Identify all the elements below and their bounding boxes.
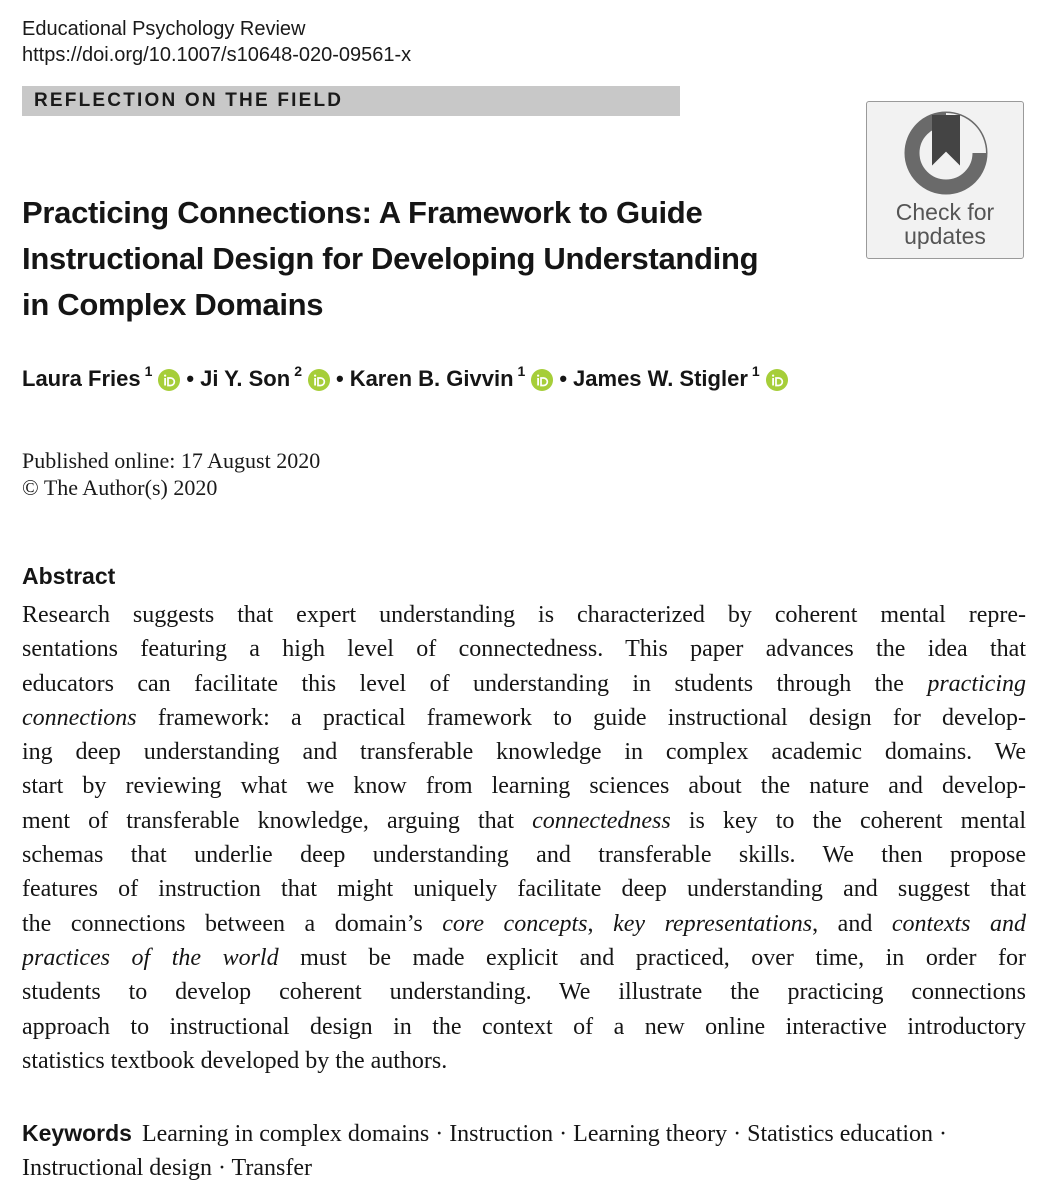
abstract-text: ment of transferable knowledge, arguing that xyxy=(22,807,533,834)
abstract-italic-text: core concepts xyxy=(442,910,588,937)
author-name: James W. Stigler xyxy=(573,366,748,391)
abstract-line xyxy=(22,907,1026,941)
check-for-updates-button[interactable] xyxy=(866,101,1024,259)
abstract-text: must be made explicit and practiced, over time, in order for xyxy=(278,944,1026,971)
abstract-text: , xyxy=(587,910,614,937)
abstract-text: the connections between a domain’s xyxy=(22,910,443,937)
abstract-italic-text: connections xyxy=(22,704,137,731)
orcid-icon[interactable] xyxy=(158,369,180,391)
abstract-text: , and xyxy=(812,910,892,937)
abstract-text: educators can facilitate this level of understanding in students through the xyxy=(22,670,928,697)
abstract-italic-text: key representations xyxy=(613,910,813,937)
author-affiliation: 2 xyxy=(294,363,302,379)
abstract-italic-text: practices of the world xyxy=(22,944,279,971)
abstract-body xyxy=(22,598,1026,1078)
abstract-line xyxy=(22,1044,1026,1078)
keywords-label: Keywords xyxy=(22,1120,132,1146)
author-affiliation: 1 xyxy=(751,363,760,379)
abstract-line xyxy=(22,769,1026,803)
section-banner xyxy=(22,86,680,116)
abstract-line xyxy=(22,804,1026,838)
section-label: REFLECTION ON THE FIELD xyxy=(34,90,344,111)
orcid-icon[interactable] xyxy=(766,369,788,391)
abstract-line xyxy=(22,701,1026,735)
abstract-text: sentations featuring a high level of connectedness. This paper advances the idea that xyxy=(22,636,1026,663)
abstract-text: features of instruction that might uniquely facilitate deep understanding and suggest that xyxy=(22,876,1026,903)
abstract-text: approach to instructional design in the context of a new online interactive introductory xyxy=(22,1013,1026,1040)
abstract-line xyxy=(22,735,1026,769)
author xyxy=(349,363,554,392)
abstract-line xyxy=(22,872,1026,906)
keywords-line: Instructional design · Transfer xyxy=(22,1155,312,1181)
author-affiliation: 1 xyxy=(517,363,526,379)
abstract-line xyxy=(22,838,1026,872)
author-separator: • xyxy=(559,366,568,391)
journal-header xyxy=(22,16,411,68)
abstract-text: schemas that underlie deep understanding and transferable skills. We then propose xyxy=(22,842,1026,869)
title-line: in Complex Domains xyxy=(22,287,324,322)
publication-info xyxy=(22,447,320,501)
keywords-line: Learning in complex domains · Instruction · Learning theory · Statistics education · xyxy=(141,1121,948,1147)
abstract-line xyxy=(22,598,1026,632)
abstract-line xyxy=(22,667,1026,701)
author-name: Ji Y. Son xyxy=(200,366,291,391)
author xyxy=(200,363,330,392)
copyright xyxy=(22,474,320,501)
abstract-line xyxy=(22,1010,1026,1044)
author xyxy=(22,363,180,392)
abstract-text: is key to the coherent mental xyxy=(670,807,1026,834)
title-line: Instructional Design for Developing Understanding xyxy=(22,241,759,276)
author-name: Karen B. Givvin xyxy=(349,366,514,391)
author-separator: • xyxy=(335,366,344,391)
published-date: Published online: 17 August 2020 xyxy=(22,448,321,473)
abstract-italic-text: practicing xyxy=(927,670,1026,697)
abstract-line xyxy=(22,975,1026,1009)
keywords-block xyxy=(22,1116,1026,1185)
doi-link[interactable]: https://doi.org/10.1007/s10648-020-09561-x xyxy=(22,44,412,66)
check-for-updates-icon xyxy=(902,109,990,197)
abstract-line xyxy=(22,941,1026,975)
orcid-icon[interactable] xyxy=(531,369,553,391)
abstract-text: start by reviewing what we know from learning sciences about the nature and develop- xyxy=(22,773,1026,800)
author-separator: • xyxy=(186,366,195,391)
abstract-text: statistics textbook developed by the authors. xyxy=(22,1047,448,1074)
abstract-text: students to develop coherent understanding. We illustrate the practicing connections xyxy=(22,979,1026,1006)
orcid-icon[interactable] xyxy=(308,369,330,391)
author-name: Laura Fries xyxy=(22,366,141,391)
abstract-text: Research suggests that expert understanding is characterized by coherent mental repre- xyxy=(22,602,1026,628)
abstract-text: ing deep understanding and transferable knowledge in complex academic domains. We xyxy=(22,739,1026,766)
check-for-updates-line2: updates xyxy=(904,223,986,249)
check-for-updates-line1: Check for xyxy=(895,199,995,225)
abstract-heading: Abstract xyxy=(22,563,116,589)
copyright-text: © The Author(s) 2020 xyxy=(22,475,218,500)
abstract-italic-text: contexts and xyxy=(891,910,1026,937)
abstract-text: framework: a practical framework to guide instructional design for develop- xyxy=(136,704,1026,731)
author xyxy=(573,363,788,392)
paper-title xyxy=(22,190,822,328)
author-affiliation: 1 xyxy=(144,363,153,379)
author-list xyxy=(22,363,788,392)
title-line: Practicing Connections: A Framework to Guide xyxy=(22,195,703,230)
journal-name: Educational Psychology Review xyxy=(22,18,306,40)
abstract-italic-text: connectedness xyxy=(532,807,671,834)
abstract-line xyxy=(22,632,1026,666)
